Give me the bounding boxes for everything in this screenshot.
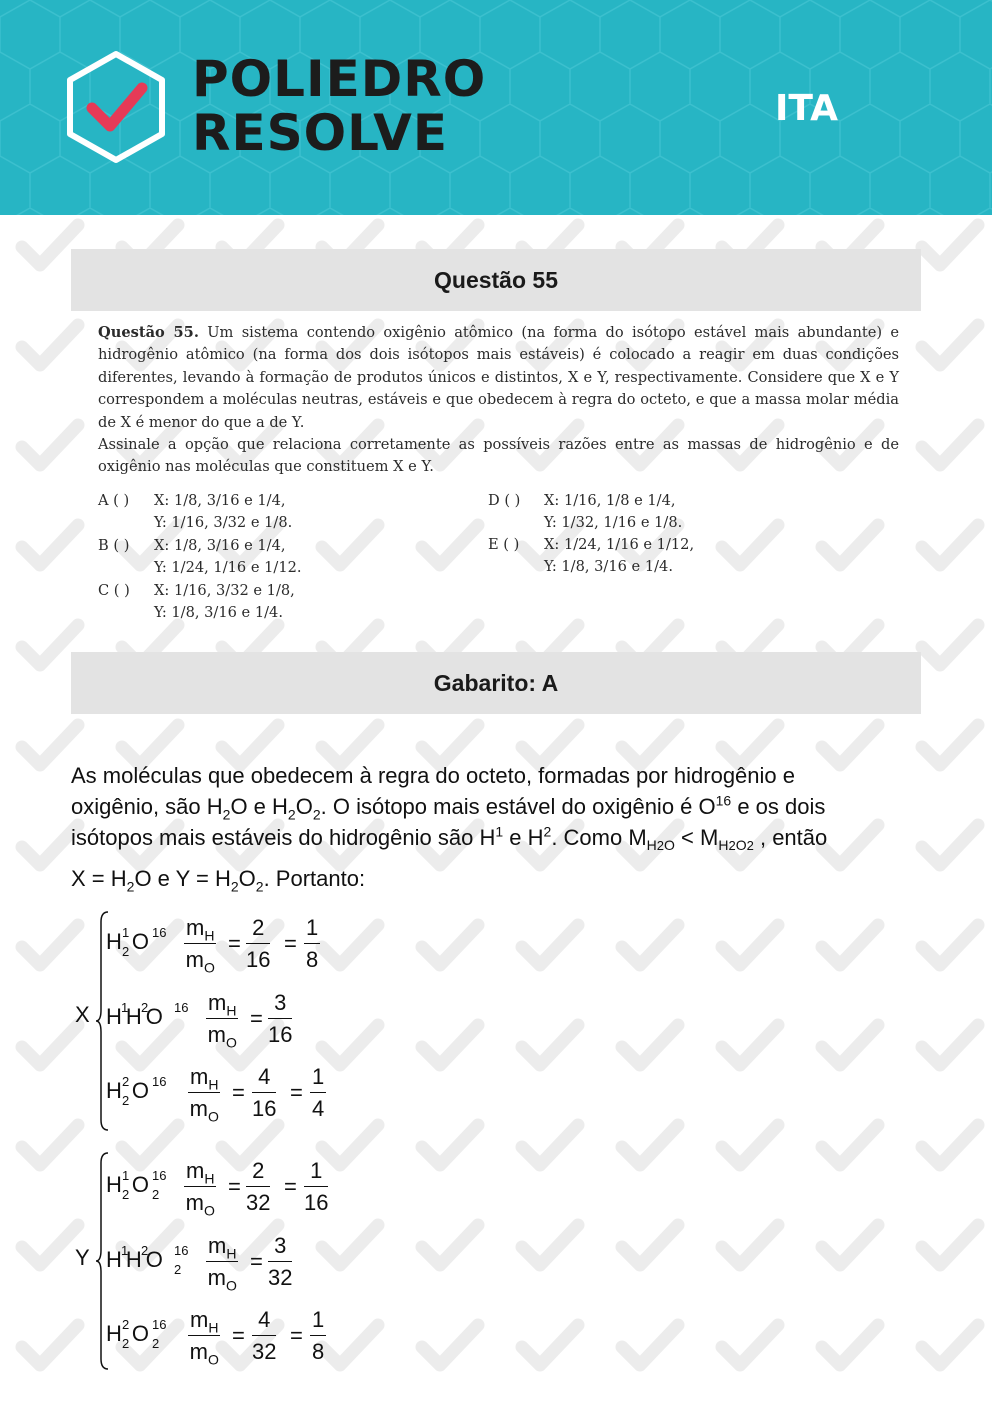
question-paragraph-1: Um sistema contendo oxigênio atômico (na forma do isótopo estável mais abundante) e hidrogênio atômico (na forma dos dois isótopos mais estáveis) é colocado a reagir em duas condições diferentes, levando à formação de produtos únicos e distintos, X e Y, respectivamente. Considere que X e Y correspondem a moléculas neutras, estáveis e que obedecem à regra do octeto, e que a massa molar média de X é menor do que a de Y.: [98, 324, 899, 431]
equals-sign: =: [228, 931, 241, 956]
option-label: B ( ): [98, 537, 130, 554]
exam-name: ITA: [774, 88, 838, 129]
formula-h2-2o2-16: H 2 2 O 16 2: [106, 1317, 167, 1351]
equals-sign: =: [250, 1249, 263, 1274]
option-y: Y: 1/16, 3/32 e 1/8.: [154, 514, 293, 531]
question-title: Questão 55: [434, 266, 558, 293]
fraction: $\frac{2}{16}$: [246, 915, 271, 972]
option-y: Y: 1/8, 3/16 e 1/4.: [544, 558, 673, 575]
equals-sign: =: [228, 1174, 241, 1199]
fraction: $\frac{3}{32}$: [268, 1233, 293, 1290]
equals-sign: =: [232, 1323, 245, 1348]
option-label: E ( ): [488, 536, 520, 553]
explanation-line-3: isótopos mais estáveis do hidrogênio são $H^1$ e $H^2$. Como $M_{H2O} < M_{H2O2}$ , então: [71, 823, 828, 854]
option-label: C ( ): [98, 582, 130, 599]
brand-line-1: POLIEDRO: [192, 50, 487, 108]
fraction: $\frac{1}{8}$: [306, 915, 319, 972]
equals-sign: =: [284, 1174, 297, 1199]
option-y: Y: 1/8, 3/16 e 1/4.: [154, 604, 283, 621]
fraction-mh-mo: $\frac{m_H}{m_O}$: [189, 1307, 219, 1368]
explanation-line-2: oxigênio, são $H_2O$ e $H_2O_2$. O isótopo mais estável do oxigênio é $O^{16}$ e os dois: [71, 792, 826, 823]
fraction: $\frac{1}{8}$: [312, 1307, 325, 1364]
math-block-y: [60, 1148, 390, 1373]
equals-sign: =: [290, 1323, 303, 1348]
question-paragraph-2: Assinale a opção que relaciona corretamente as possíveis razões entre as massas de hidrogênio e de oxigênio nas moléculas que constituem X e Y.: [98, 436, 899, 476]
fraction-mh-mo: $\frac{m_H}{m_O}$: [185, 1158, 215, 1219]
fraction: $\frac{1}{16}$: [304, 1158, 329, 1215]
explanation: [71, 760, 921, 894]
option-x: X: 1/24, 1/16 e 1/12,: [544, 536, 695, 553]
fraction-mh-mo: $\frac{m_H}{m_O}$: [189, 1064, 219, 1125]
option-label: A ( ): [98, 492, 130, 509]
fraction-mh-mo: $\frac{m_H}{m_O}$: [207, 990, 237, 1051]
question-title-bar: [71, 249, 921, 311]
option-y: Y: 1/32, 1/16 e 1/8.: [544, 514, 683, 531]
option-x: X: 1/16, 3/32 e 1/8,: [154, 582, 295, 599]
option-x: X: 1/8, 3/16 e 1/4,: [154, 492, 286, 509]
option-x: X: 1/8, 3/16 e 1/4,: [154, 537, 286, 554]
option-y: Y: 1/24, 1/16 e 1/12.: [154, 559, 302, 576]
fraction: $\frac{2}{32}$: [246, 1158, 271, 1215]
brand-line-2: RESOLVE: [192, 104, 448, 162]
y-label: Y: [75, 1245, 90, 1270]
answer-title: Gabarito: A: [433, 669, 559, 696]
explanation-line-1: As moléculas que obedecem à regra do octeto, formadas por hidrogênio e: [71, 763, 795, 788]
fraction-mh-mo: $\frac{m_H}{m_O}$: [207, 1233, 237, 1294]
fraction-mh-mo: $\frac{m_H}{m_O}$: [185, 915, 215, 976]
explanation-line-4: $X = H_2O$ e $Y = H_2O_2$. Portanto:: [71, 866, 366, 895]
header-banner: [0, 0, 992, 215]
formula-h1h2o16: H 1 H 2 O 16: [106, 1000, 189, 1029]
fraction: $\frac{3}{16}$: [268, 990, 293, 1047]
fraction: $\frac{1}{4}$: [312, 1064, 325, 1121]
x-label: X: [75, 1002, 90, 1027]
formula-h2o2-16: H 1 2 O 16 2: [106, 1168, 167, 1202]
formula-h2-2o16: H 2 2 O 16: [106, 1074, 167, 1108]
equals-sign: =: [250, 1006, 263, 1031]
equals-sign: =: [290, 1080, 303, 1105]
question-label: Questão 55.: [98, 324, 199, 341]
fraction: $\frac{4}{32}$: [252, 1307, 277, 1364]
fraction: $\frac{4}{16}$: [252, 1064, 277, 1121]
brand-name: [192, 52, 486, 160]
formula-h1h2o2-16: H 1 H 2 O 16 2: [106, 1243, 189, 1277]
equals-sign: =: [232, 1080, 245, 1105]
option-label: D ( ): [488, 492, 521, 509]
answer-bar: [71, 652, 921, 714]
poliedro-check-logo-icon: [60, 48, 172, 166]
math-block-x: [60, 905, 390, 1135]
formula-h2o16: H 1 2 O 16: [106, 925, 167, 959]
question-statement: [98, 322, 899, 479]
option-x: X: 1/16, 1/8 e 1/4,: [544, 492, 676, 509]
equals-sign: =: [284, 931, 297, 956]
